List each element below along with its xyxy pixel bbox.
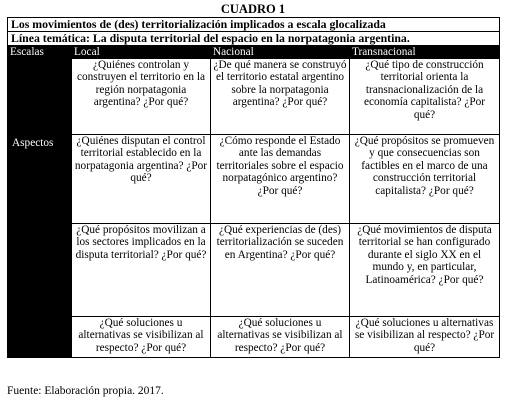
cell-r1-local: ¿Quiénes controlan y construyen el territorio en la región norpatagonia argentina? ¿Por qué? (72, 59, 211, 135)
cell-r2-local: ¿Quiénes disputan el control territorial establecido en la norpatagonia argentina? ¿Por qué? (72, 135, 211, 224)
table-row (8, 224, 500, 317)
header-local: Local (72, 46, 211, 59)
aspects-column (8, 59, 72, 358)
table-row (8, 135, 500, 224)
subcaption-row (8, 32, 500, 46)
cell-r2-nacional: ¿Cómo responde el Estado ante las demandas territoriales sobre el espacio norpatagónico argentino? ¿Por qué? (211, 135, 350, 224)
cell-r4-transnacional: ¿Qué soluciones u alternativas se visibilizan al respecto? ¿Por qué? (350, 317, 500, 358)
cell-r1-nacional: ¿De qué manera se construyó el territorio estatal argentino sobre la norpatagonia argentina? ¿Por qué? (211, 59, 350, 135)
header-escalas: Escalas (8, 46, 72, 59)
header-nacional: Nacional (211, 46, 350, 59)
table-subcaption: Línea temática: La disputa territorial del espacio en la norpatagonia argentina. (8, 32, 500, 46)
table-cuadro-1 (7, 17, 500, 358)
cell-r4-nacional: ¿Qué soluciones u alternativas se visibilizan al respecto? ¿Por qué? (211, 317, 350, 358)
cell-r3-nacional: ¿Qué experiencias de (des) territorialización se suceden en Argentina? ¿Por qué? (211, 224, 350, 317)
header-row (8, 46, 500, 59)
cell-r3-local: ¿Qué propósitos movilizan a los sectores implicados en la disputa territorial? ¿Por qué? (72, 224, 211, 317)
source-note: Fuente: Elaboración propia. 2017. (7, 385, 164, 397)
table-caption: Los movimientos de (des) territorialización implicados a escala glocalizada (8, 18, 500, 32)
cell-r4-local: ¿Qué soluciones u alternativas se visibilizan al respecto? ¿Por qué? (72, 317, 211, 358)
caption-row (8, 18, 500, 32)
cell-r2-transnacional: ¿Qué propósitos se promueven y que consecuencias son factibles en el marco de una construcción territorial capitalista? ¿Por qué? (350, 135, 500, 224)
cell-r3-transnacional: ¿Qué movimientos de disputa territorial se han configurado durante el siglo XX en el mundo y, en particular, Latinoamérica? ¿Por qué? (350, 224, 500, 317)
header-transnacional: Transnacional (350, 46, 500, 59)
aspects-label: Aspectos (12, 137, 54, 149)
table-title: CUADRO 1 (220, 2, 286, 16)
table-row (8, 59, 500, 135)
cell-r1-transnacional: ¿Qué tipo de construcción territorial orienta la transnacionalización de la economía capitalista? ¿Por qué? (350, 59, 500, 135)
table-row (8, 317, 500, 358)
